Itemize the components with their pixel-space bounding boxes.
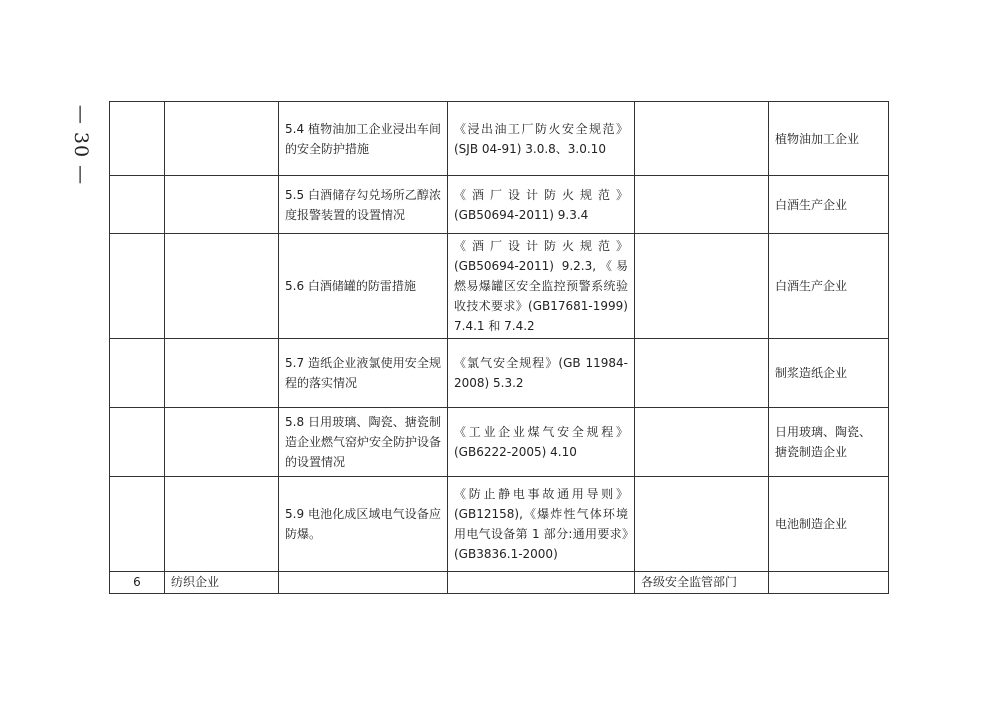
cell-basis: 《氯气安全规程》(GB 11984-2008) 5.3.2	[448, 339, 635, 408]
cell-department	[635, 102, 769, 176]
cell-check-item: 5.8 日用玻璃、陶瓷、搪瓷制造企业燃气窑炉安全防护设备的设置情况	[279, 408, 448, 477]
cell-basis: 《酒厂设计防火规范》(GB50694-2011) 9.2.3,《易燃易爆罐区安全监控预警系统验收技术要求》(GB17681-1999) 7.4.1 和 7.4.2	[448, 234, 635, 339]
cell-check-item	[279, 572, 448, 594]
cell-scope	[769, 572, 889, 594]
cell-scope: 白酒生产企业	[769, 234, 889, 339]
cell-check-item: 5.6 白酒储罐的防雷措施	[279, 234, 448, 339]
table-row	[110, 234, 889, 339]
table-row	[110, 408, 889, 477]
cell-scope: 日用玻璃、陶瓷、搪瓷制造企业	[769, 408, 889, 477]
cell-department	[635, 176, 769, 234]
regulation-table	[109, 101, 889, 594]
cell-industry	[165, 176, 279, 234]
cell-scope: 白酒生产企业	[769, 176, 889, 234]
table-row	[110, 102, 889, 176]
cell-check-item: 5.7 造纸企业液氯使用安全规程的落实情况	[279, 339, 448, 408]
page-number-text: — 30 —	[70, 104, 93, 186]
cell-scope: 制浆造纸企业	[769, 339, 889, 408]
cell-department	[635, 234, 769, 339]
cell-number	[110, 477, 165, 572]
cell-department	[635, 477, 769, 572]
cell-basis	[448, 572, 635, 594]
cell-industry	[165, 102, 279, 176]
cell-basis: 《酒厂设计防火规范》(GB50694-2011) 9.3.4	[448, 176, 635, 234]
cell-department: 各级安全监管部门	[635, 572, 769, 594]
table-row	[110, 176, 889, 234]
table-row	[110, 477, 889, 572]
cell-check-item: 5.9 电池化成区域电气设备应防爆。	[279, 477, 448, 572]
cell-number: 6	[110, 572, 165, 594]
cell-number	[110, 234, 165, 339]
cell-number	[110, 339, 165, 408]
cell-industry: 纺织企业	[165, 572, 279, 594]
cell-number	[110, 408, 165, 477]
cell-industry	[165, 234, 279, 339]
cell-number	[110, 102, 165, 176]
cell-industry	[165, 408, 279, 477]
cell-scope: 植物油加工企业	[769, 102, 889, 176]
cell-industry	[165, 477, 279, 572]
page-number	[66, 100, 96, 190]
cell-basis: 《工业企业煤气安全规程》(GB6222-2005) 4.10	[448, 408, 635, 477]
cell-check-item: 5.4 植物油加工企业浸出车间的安全防护措施	[279, 102, 448, 176]
cell-department	[635, 339, 769, 408]
cell-number	[110, 176, 165, 234]
cell-basis: 《防止静电事故通用导则》(GB12158),《爆炸性气体环境用电气设备第 1 部分:通用要求》(GB3836.1-2000)	[448, 477, 635, 572]
table-row	[110, 572, 889, 594]
table-row	[110, 339, 889, 408]
cell-basis: 《浸出油工厂防火安全规范》(SJB 04-91) 3.0.8、3.0.10	[448, 102, 635, 176]
cell-industry	[165, 339, 279, 408]
cell-check-item: 5.5 白酒储存勾兑场所乙醇浓度报警装置的设置情况	[279, 176, 448, 234]
cell-department	[635, 408, 769, 477]
cell-scope: 电池制造企业	[769, 477, 889, 572]
